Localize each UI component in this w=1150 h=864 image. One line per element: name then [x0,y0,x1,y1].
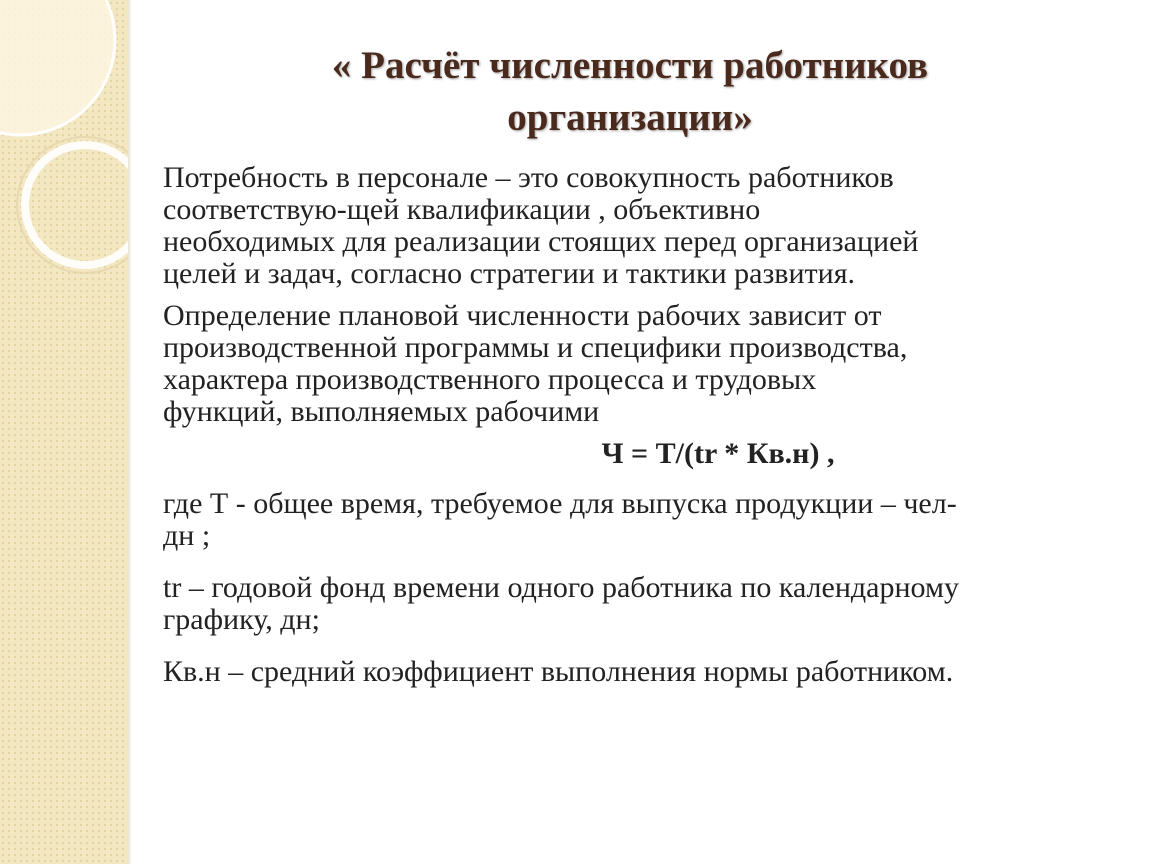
decorative-circles [0,0,128,864]
paragraph-planned-headcount [163,300,1123,428]
decorative-side-band [0,0,128,864]
text-line: Потребность в персонале – это совокупность работников [163,161,894,194]
text-line: дн ; [163,519,211,552]
title-line: организации» [507,96,753,139]
text-line: где Т - общее время, требуемое для выпуска продукции – чел- [163,487,957,520]
text-line: целей и задач, согласно стратегии и тактики развития. [163,257,855,290]
definition-annual-time-fund [163,572,1123,636]
headcount-formula: Ч = Т/(tr * Кв.н) , [601,437,835,470]
text-line: Кв.н – средний коэффициент выполнения нормы работником. [163,655,954,688]
text-line: графику, дн; [163,603,320,636]
text-line: Определение плановой численности рабочих зависит от [163,299,882,332]
definition-norm-coefficient [163,656,1123,688]
definition-total-time [163,488,1123,552]
slide-title [180,40,1080,144]
side-band-edge [128,0,132,864]
paragraph-personnel-need [163,162,1123,290]
text-line: характера производственного процесса и трудовых [163,363,817,396]
text-line: функций, выполняемых рабочими [163,395,600,428]
text-line: производственной программы и специфики производства, [163,331,908,364]
slide-body [163,162,1123,698]
title-line: « Расчёт численности работников [331,44,929,87]
text-line: необходимых для реализации стоящих перед организацией [163,225,919,258]
text-line: соответствую-щей квалификации , объективно [163,193,761,226]
text-line: tr – годовой фонд времени одного работника по календарному [163,571,959,604]
